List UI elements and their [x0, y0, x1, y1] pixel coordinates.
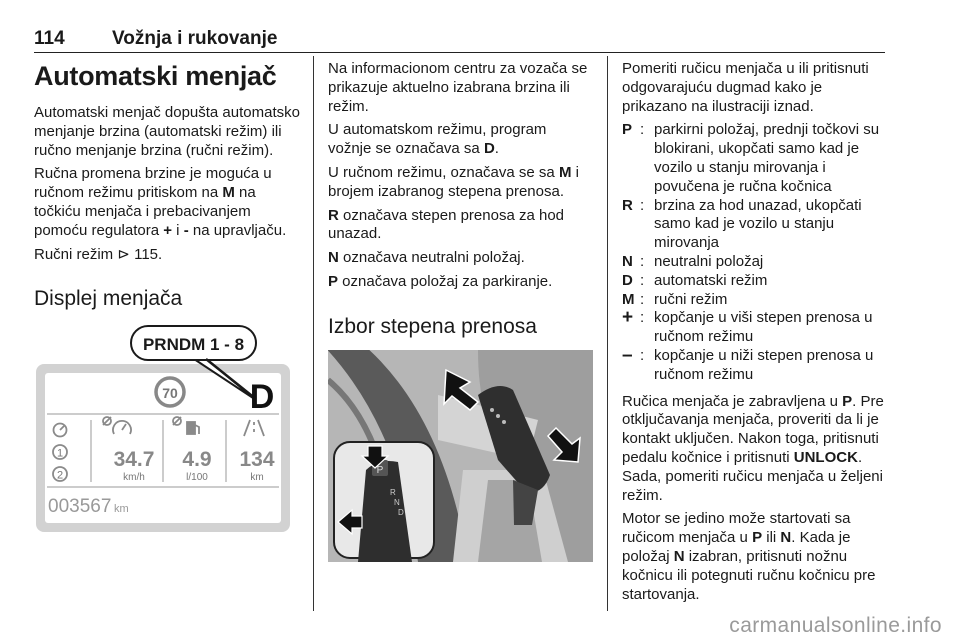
- park-paragraph: P označava položaj za parkiranje.: [328, 272, 553, 290]
- average-fuel-value: 4.9: [182, 448, 212, 472]
- unlock-paragraph: Ručica menjača je zabravljena u P. Pre otključavanja menjača, proveriti da li je kontakt uključen. Nakon toga, pritisnuti pedalu kočnice i pritisnuti UNLOCK. Sada, pomeriti ručicu menjača u željeni režim.: [622, 392, 884, 504]
- subsection-title-display: Displej menjača: [34, 287, 183, 311]
- callout-label: PRNDM 1 - 8: [142, 335, 245, 355]
- gate-letter-p: P: [376, 464, 384, 476]
- trip-2-label: 2: [56, 469, 64, 482]
- reverse-paragraph: R označava stepen prenosa za hod unazad.: [328, 206, 565, 243]
- column-divider-1: [313, 56, 314, 611]
- gear-indicator: D: [249, 378, 275, 417]
- chapter-title: Vožnja i rukovanje: [112, 28, 278, 49]
- column-3: [622, 60, 887, 609]
- definition-row-plus: + : kopčanje u viši stepen prenosa u ručnom režimu: [622, 307, 873, 346]
- position-definitions: [622, 121, 887, 384]
- info-center-paragraph: Na informacionom centru za vozača se prikazuje aktuelno izabrana brzina ili režim.: [328, 60, 588, 115]
- average-fuel-unit: l/100: [186, 472, 208, 484]
- odometer-unit: km: [114, 503, 129, 516]
- definition-row-minus: – : kopčanje u niži stepen prenosa u ručnom režimu: [622, 344, 874, 383]
- subsection-title-selection: Izbor stepena prenosa: [328, 314, 537, 338]
- page-header: [34, 26, 885, 53]
- reference-arrow-icon: ⊳: [117, 245, 130, 263]
- neutral-paragraph: N označava neutralni položaj.: [328, 249, 525, 267]
- intro-paragraph: Automatski menjač dopušta automatsko menjanje brzina (automatski režim) ili ručno menjanje brzina (ručni režim).: [34, 104, 300, 159]
- section-title: Automatski menjač: [34, 61, 277, 91]
- manual-mode-paragraph: U ručnom režimu, označava se sa M i brojem izabranog stepena prenosa.: [328, 163, 579, 200]
- gear-selector-illustration: [328, 350, 593, 562]
- definition-row: D : automatski režim: [622, 271, 768, 289]
- manual-mode-reference: Ručni režim ⊳ 115.: [34, 245, 163, 263]
- gate-letter-r: R: [390, 487, 396, 497]
- definition-row: M : ručni režim: [622, 290, 728, 308]
- gate-letter-d: D: [398, 507, 404, 517]
- column-1: [34, 60, 300, 534]
- instruction-paragraph: Pomeriti ručicu menjača u ili pritisnuti odgovarajuću dugmad kako je prikazano na ilustraciji iznad.: [622, 60, 869, 115]
- definition-row: R : brzina za hod unazad, ukopčati samo kad je vozilo u stanju mirovanja: [622, 196, 862, 252]
- gear-display-illustration: [34, 322, 292, 534]
- manual-shift-paragraph: Ručna promena brzine je moguća u ručnom režimu pritiskom na M na točkiću menjača i prebacivanjem pomoću regulatora + i - na upravljaču.: [34, 165, 287, 239]
- average-speed-value: 34.7: [113, 448, 155, 472]
- odometer-value: 003567: [48, 496, 112, 518]
- range-unit: km: [250, 472, 264, 484]
- engine-start-paragraph: Motor se jedino može startovati sa ručicom menjača u P ili N. Kada je položaj N izabran, pritisnuti nožnu kočnicu ili potegnuti ručnu kočnicu pre startovanja.: [622, 510, 876, 603]
- page-number: 114: [34, 28, 65, 49]
- column-2: [328, 60, 593, 562]
- gate-letter-n: N: [394, 497, 400, 507]
- watermark: carmanualsonline.info: [729, 614, 942, 637]
- trip-1-label: 1: [56, 447, 64, 460]
- average-speed-unit: km/h: [123, 472, 145, 484]
- speed-limit-value: 70: [162, 385, 178, 402]
- range-value: 134: [239, 448, 275, 472]
- minus-icon: –: [622, 344, 633, 366]
- definition-row: P : parkirni položaj, prednji točkovi su blokirani, ukopčati samo kad je vozilo u stanju mirovanja i povučena je ručna kočnica: [622, 121, 880, 195]
- plus-icon: +: [622, 307, 634, 329]
- column-divider-2: [607, 56, 608, 611]
- definition-row: N : neutralni položaj: [622, 252, 764, 270]
- auto-mode-paragraph: U automatskom režimu, program vožnje se označava sa D.: [328, 121, 547, 158]
